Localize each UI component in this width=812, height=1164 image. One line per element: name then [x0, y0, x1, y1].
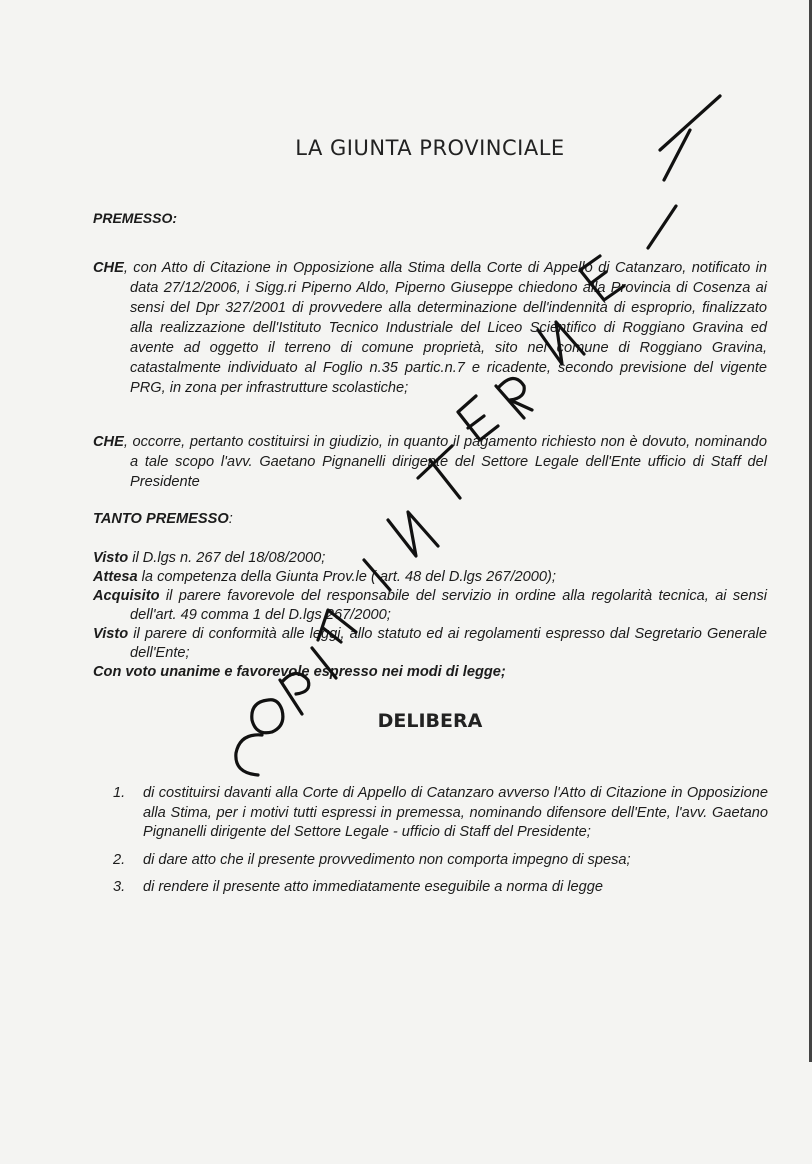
paragraph-text: , con Atto di Citazione in Opposizione alla Stima della Corte di Appello di Catanzaro, notificato in data 27/12/2006, i Sigg.ri Piperno Aldo, Piperno Giuseppe chiedono alla Provincia di Cosenza ai sensi del Dpr 327/2001 di provvedere alla determinazione dell'indennità di esproprio, finalizzato alla realizzazione dell'Istituto Tecnico Industriale del Liceo Scientifico di Roggiano Gravina ed avente ad oggetto il terreno di comune proprietà, sito nel comune di Roggiano Gravina, catastalmente individuato al Foglio n.35 partic.n.7 e ricadente, secondo previsione del vigente PRG, in zona per infrastrutture scolastiche; — [123, 260, 767, 396]
consideration-text: il parere favorevole del responsabile del servizio in ordine alla regolarità tecnica, ai sensi dell'art. 49 comma 1 del D.lgs 267/2000; — [130, 588, 767, 623]
consideration-lead: Visto — [93, 626, 129, 642]
consideration-lead: Attesa — [93, 569, 138, 585]
resolution-text: di dare atto che il presente provvedimento non comporta impegno di spesa; — [143, 851, 631, 868]
consideration-text: il D.lgs n. 267 del 18/08/2000; — [128, 550, 326, 566]
resolution-text: di costituirsi davanti alla Corte di Appello di Catanzaro avverso l'Atto di Citazione in Opposizione alla Stima, per i motivi tutti espressi in premessa, nominando difensore dell'Ente, l'avv. Gaetano Pignanelli dirigente del Settore Legale - ufficio di Staff del Presidente; — [143, 785, 768, 840]
consideration-text: il parere di conformità alle leggi, allo statuto ed ai regolamenti espresso dal Segretario Generale dell'Ente; — [128, 626, 767, 661]
consideration-text: la competenza della Giunta Prov.le ( art. 48 del D.lgs 267/2000); — [137, 569, 556, 585]
resolution-item — [113, 878, 768, 898]
vote-statement: Con voto unanime e favorevole espresso nei modi di legge; — [93, 664, 506, 680]
resolution-number: 2. — [113, 851, 126, 868]
consideration-lead: Acquisito — [93, 588, 160, 604]
consideration-item — [93, 587, 767, 625]
paragraph-lead: CHE — [93, 434, 124, 450]
resolution-number: 3. — [113, 879, 126, 895]
paragraph-text: , occorre, pertanto costituirsi in giudizio, in quanto il pagamento richiesto non è dovuto, nominando a tale scopo l'avv. Gaetano Pignanelli dirigente del Settore Legale dell'Ente ufficio di Staff del Presidente — [123, 434, 767, 490]
premesso-paragraph-1 — [93, 258, 767, 398]
resolution-text: di rendere il presente atto immediatamente eseguibile a norma di legge — [143, 879, 603, 895]
premesso-label: PREMESSO: — [93, 210, 178, 226]
premesso-paragraph-2 — [93, 432, 767, 492]
considerations-list — [93, 549, 767, 682]
consideration-item — [93, 625, 767, 663]
resolution-number: 1. — [113, 785, 126, 801]
tanto-premesso-colon: : — [228, 511, 233, 527]
resolution-item — [113, 851, 768, 871]
document-title: LA GIUNTA PROVINCIALE — [295, 136, 565, 160]
tanto-premesso-bold: TANTO PREMESSO — [93, 511, 229, 527]
resolutions-list — [113, 784, 768, 906]
delibera-heading: DELIBERA — [377, 710, 483, 732]
resolution-item — [113, 784, 768, 843]
consideration-item — [93, 568, 767, 587]
paragraph-lead: CHE — [93, 260, 124, 276]
tanto-premesso-label — [93, 511, 233, 527]
consideration-lead: Visto — [93, 550, 129, 566]
consideration-item — [93, 549, 767, 568]
